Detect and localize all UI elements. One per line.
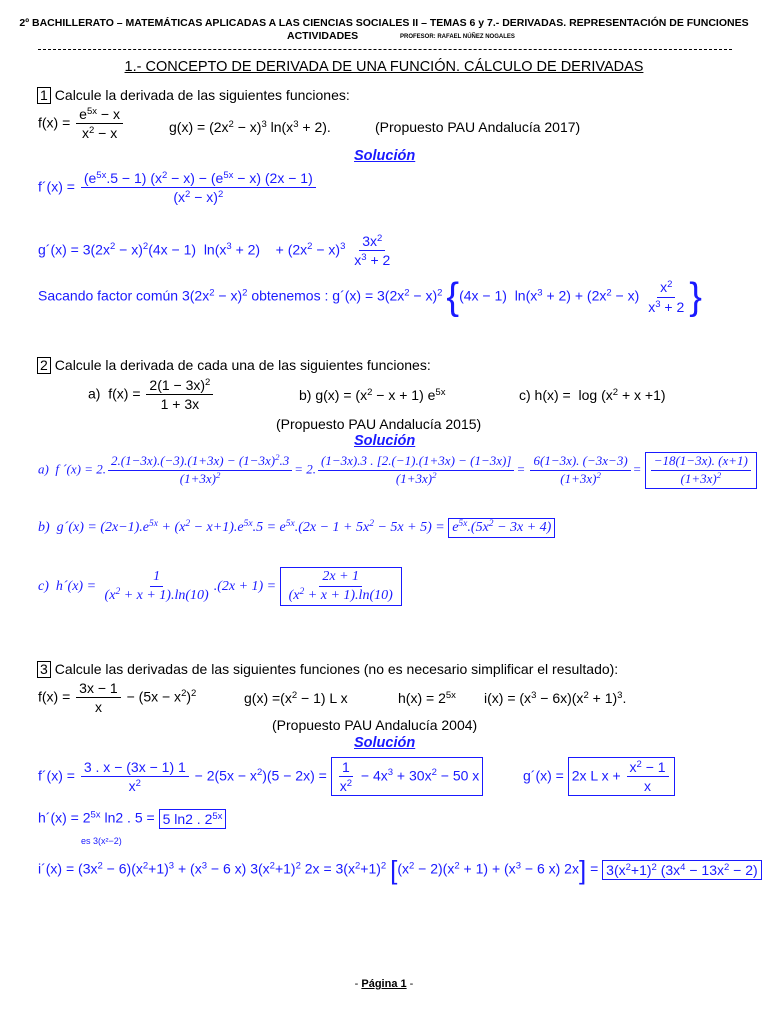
- ex3-solution-heading: Solución: [354, 735, 416, 751]
- ex3-h-definition: $h(x) = 2^{5x}$: [398, 689, 456, 706]
- ex1-factored-derivative: Sacando factor común $3(2x^2 - x)^2$ obtenemos : g´(x) = $3(2x^2 - x)^2$ {(4x − 1) $\ln(x^3 + 2) + (2x^2 - x)$ $\frac{x^2}{x^3 + 2}$ }: [38, 276, 702, 318]
- ex2-a-derivative: a) f ´(x) = 2. $\frac{2.(1-3x).(-3).(1+3x) - (1-3x)^2.3}{(1+3x)^2}$ = 2. $\frac{(1-3x).3 . [2.(-1).(1+3x) - (1-3x)]}{(1+3x)^2}$ = $\frac{6(1-3x). (-3x-3)}{(1+3x)^2}$ = $\frac{-18(1-3x). (x+1)}{(1+3x)^2}$: [38, 452, 757, 489]
- item-label: a): [88, 385, 101, 402]
- item-label: b): [38, 520, 50, 536]
- ex2-a-definition: a) f(x) = $\frac{2(1 - 3x)^2}{1 + 3x}$: [88, 377, 215, 412]
- exercise-number: 3: [37, 661, 51, 678]
- page-header-subtitle: ACTIVIDADES: [287, 30, 359, 42]
- ex2-b-derivative: b) g´(x) = $(2x-1).e^{5x} + (x^2 - x+1).e^{5x}.5 = e^{5x}.(2x - 1 + 5x^2 - 5x + 5) = e^{5x}.(5x^2 - 3x + 4)$: [38, 518, 555, 538]
- ex2-solution-heading: Solución: [354, 433, 416, 449]
- exercise-3-statement: [37, 661, 618, 678]
- ex3-g-definition: $g(x) =(x^2 - 1)$ L x: [244, 689, 348, 706]
- ex1-f-definition: f(x) = $\frac{e^{5x} - x}{x^2 - x}$: [38, 106, 125, 141]
- section-title: 1.- CONCEPTO DE DERIVADA DE UNA FUNCIÓN. CÁLCULO DE DERIVADAS: [124, 59, 644, 75]
- ex3-g-derivative: g´(x) = 2x L x + $\frac{x^2 - 1}{x}$: [523, 757, 675, 796]
- ex3-source: (Propuesto PAU Andalucía 2004): [272, 717, 478, 733]
- ex2-c-derivative: c) h´(x) = $\frac{1}{(x^2 + x + 1).\ln(10)}$ .(2x + 1) = $\frac{2x + 1}{(x^2 + x + 1).\ln(10)}$: [38, 567, 402, 606]
- header-divider: [38, 49, 732, 50]
- exercise-2-statement: [37, 357, 431, 374]
- item-label: b): [299, 387, 312, 403]
- ex1-source: (Propuesto PAU Andalucía 2017): [375, 119, 581, 135]
- ex3-i-definition: $i(x) = (x^3 - 6x)(x^2 + 1)^3$.: [484, 689, 627, 706]
- obtain-text: obtenemos :: [251, 287, 329, 304]
- page-footer: - Página 1 -: [354, 978, 414, 990]
- page-header-teacher: PROFESOR: RAFAEL NÚÑEZ NOGALES: [400, 34, 515, 40]
- exercise-number: 1: [37, 87, 51, 104]
- factor-text: Sacando factor común: [38, 287, 179, 304]
- ex2-source: (Propuesto PAU Andalucía 2015): [276, 416, 482, 432]
- ex3-f-definition: f(x) = $\frac{3x - 1}{x}$ − $(5x - x^2)^2$: [38, 680, 197, 716]
- ex2-c-definition: c) $h(x) = \log (x^2 + x +1)$: [519, 386, 666, 403]
- ex3-note: es 3(x²−2): [81, 836, 122, 846]
- exercise-text: Calcule la derivada de las siguientes funciones:: [54, 87, 350, 103]
- exercise-text: Calcule la derivada de cada una de las siguientes funciones:: [54, 357, 431, 373]
- ex1-g-derivative: g´(x) = $3(2x^2 - x)^2(4x - 1) \ln(x^3 + 2)$ + $(2x^2 - x)^3$ $\frac{3x^2}{x^3 + 2}$: [38, 232, 391, 269]
- item-label: c): [38, 578, 49, 594]
- item-label: c): [519, 387, 531, 403]
- ex3-i-derivative: i´(x) = $(3x^2 - 6)(x^2+1)^3 + (x^3 - 6$ x) $3(x^2+1)^2$ $2x = 3(x^2+1)^2$ [$(x^2 - 2)(x^2 + 1) + (x^3 - 6$ x) $2x] = 3(x^2+1)^2$ $(3x^4 - 13x^2 - 2)$: [38, 857, 762, 883]
- page-header-title: 2º BACHILLERATO – MATEMÁTICAS APLICADAS A LAS CIENCIAS SOCIALES II – TEMAS 6 y 7.- DERIVADAS. REPRESENTACIÓN DE FUNCIONES: [19, 17, 749, 29]
- ex2-b-definition: b) $g(x) = (x^2 - x + 1)$ $e^{5x}$: [299, 386, 446, 403]
- ex1-g-definition: $g(x) = (2x^2 - x)^3$ $\ln(x^3 + 2)$.: [169, 118, 331, 135]
- exercise-number: 2: [37, 357, 51, 374]
- ex3-h-derivative: h´(x) = $2^{5x}$ ln2 . 5 = 5 ln2 . $2^{5x}$: [38, 809, 226, 829]
- item-label: a): [38, 461, 49, 477]
- ex1-solution-heading: Solución: [354, 148, 416, 164]
- ex3-f-derivative: f´(x) = $\frac{3 . x - (3x - 1) 1}{x^2}$ − $2(5x - x^2)(5 - 2x)$ = $\frac{1}{x^2}$ − $4x^3 + 30x^2 - 50$ x: [38, 757, 483, 796]
- exercise-1-statement: [37, 87, 350, 104]
- exercise-text: Calcule las derivadas de las siguientes funciones (no es necesario simplificar el resultado):: [54, 661, 619, 677]
- ex1-f-derivative: f´(x) = $\frac{(e^{5x}.5 - 1) (x^2 - x) - (e^{5x} - x) (2x - 1)}{(x^2 - x)^2}$: [38, 170, 318, 205]
- page-number: Página 1: [361, 978, 407, 990]
